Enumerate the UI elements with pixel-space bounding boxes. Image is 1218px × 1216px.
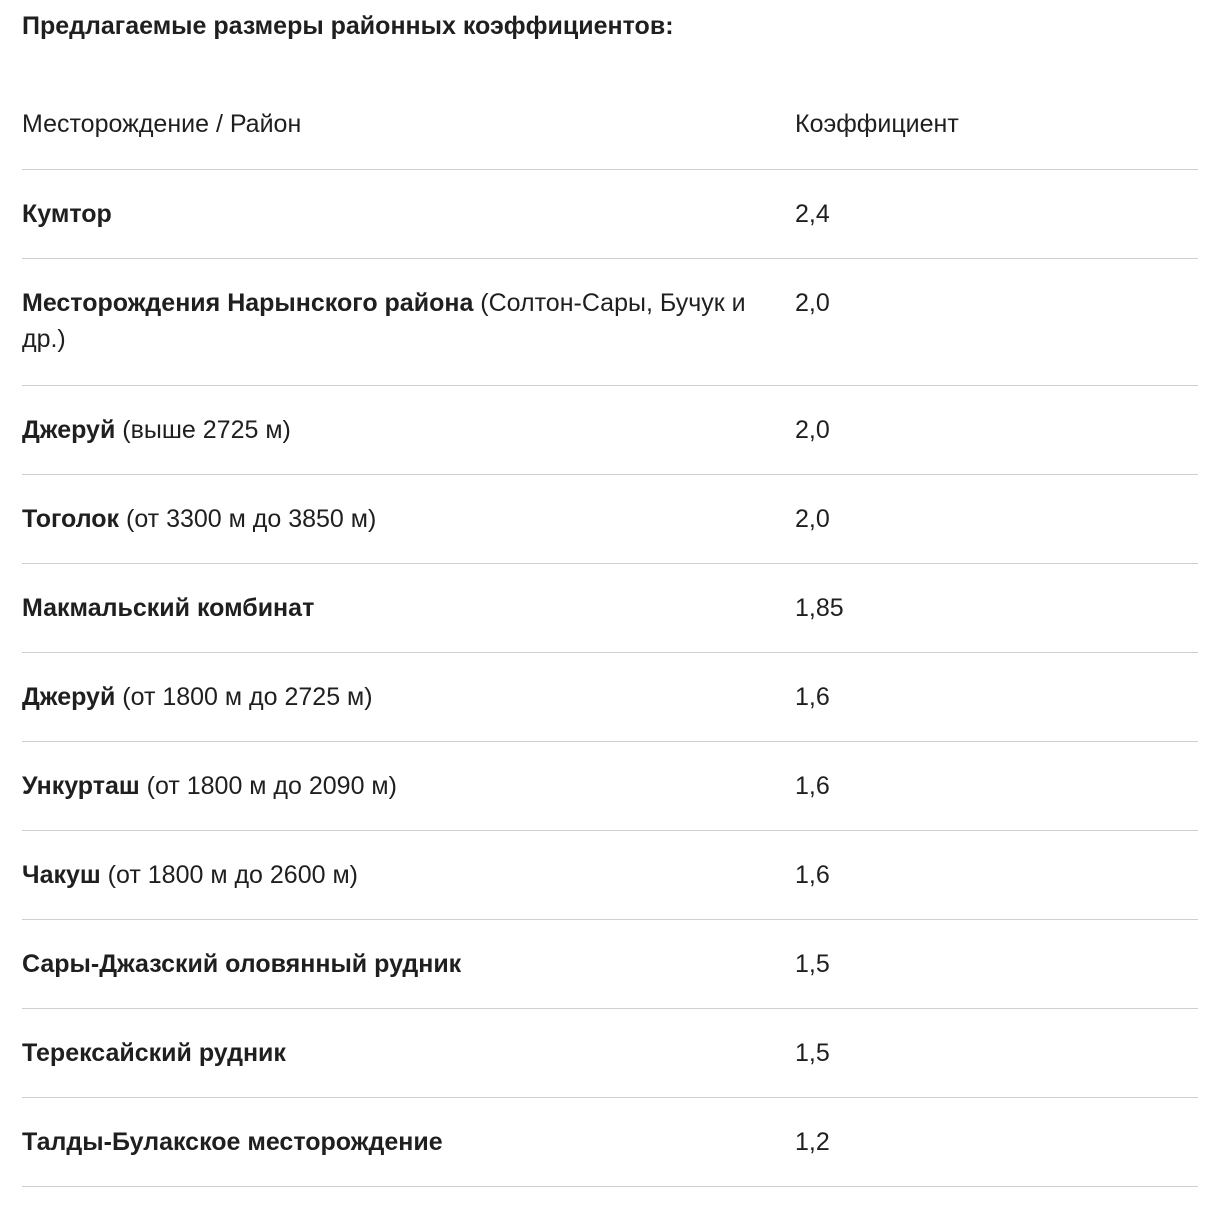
location-cell (22, 768, 795, 804)
location-note: (от 1800 м до 2090 м) (139, 772, 397, 800)
location-note: (от 3300 м до 3850 м) (119, 505, 377, 533)
table-row (22, 920, 1198, 1009)
coefficient-value: 1,6 (795, 683, 830, 711)
location-name: Макмальский комбинат (22, 594, 315, 622)
location-name: Терексайский рудник (22, 1039, 286, 1067)
location-note: (Солтон-Сары, Бучук и др.) (22, 289, 746, 353)
location-cell (22, 679, 795, 715)
table-row (22, 564, 1198, 653)
table-row (22, 259, 1198, 386)
table-header-row (22, 80, 1198, 170)
location-name: Ункурташ (22, 772, 140, 800)
coefficient-value: 2,0 (795, 289, 830, 317)
location-name: Талды-Булакское месторождение (22, 1128, 443, 1156)
column-header-coefficient: Коэффициент (795, 110, 959, 138)
location-cell (22, 285, 795, 357)
table-row (22, 475, 1198, 564)
location-name: Месторождения Нарынского района (22, 289, 474, 317)
coefficient-value: 1,6 (795, 772, 830, 800)
location-note: (выше 2725 м) (115, 416, 291, 444)
location-name: Сары-Джазский оловянный рудник (22, 950, 462, 978)
location-note: (от 1800 м до 2725 м) (115, 683, 373, 711)
column-header-location: Месторождение / Район (22, 110, 302, 138)
location-cell (22, 501, 795, 537)
table-row (22, 1098, 1198, 1187)
location-cell (22, 590, 795, 626)
coefficient-value: 2,0 (795, 416, 830, 444)
location-cell (22, 1124, 795, 1160)
location-cell (22, 1035, 795, 1071)
location-name: Кумтор (22, 200, 112, 228)
table-row (22, 386, 1198, 475)
location-cell (22, 946, 795, 982)
location-note: (от 1800 м до 2600 м) (100, 861, 358, 889)
location-cell (22, 857, 795, 893)
coefficient-value: 1,6 (795, 861, 830, 889)
location-name: Тоголок (22, 505, 120, 533)
coefficient-value: 2,0 (795, 505, 830, 533)
page-heading: Предлагаемые размеры районных коэффициентов: (22, 12, 674, 40)
location-cell (22, 412, 795, 448)
location-name: Чакуш (22, 861, 101, 889)
table-row (22, 170, 1198, 259)
coefficient-value: 2,4 (795, 200, 830, 228)
coefficient-value: 1,85 (795, 594, 844, 622)
table-row (22, 831, 1198, 920)
table-row (22, 742, 1198, 831)
coefficient-value: 1,5 (795, 950, 830, 978)
coefficient-value: 1,2 (795, 1128, 830, 1156)
location-name: Джеруй (22, 683, 116, 711)
location-cell (22, 196, 795, 232)
coefficients-table (22, 80, 1198, 1187)
table-row (22, 653, 1198, 742)
coefficient-value: 1,5 (795, 1039, 830, 1067)
table-row (22, 1009, 1198, 1098)
location-name: Джеруй (22, 416, 116, 444)
